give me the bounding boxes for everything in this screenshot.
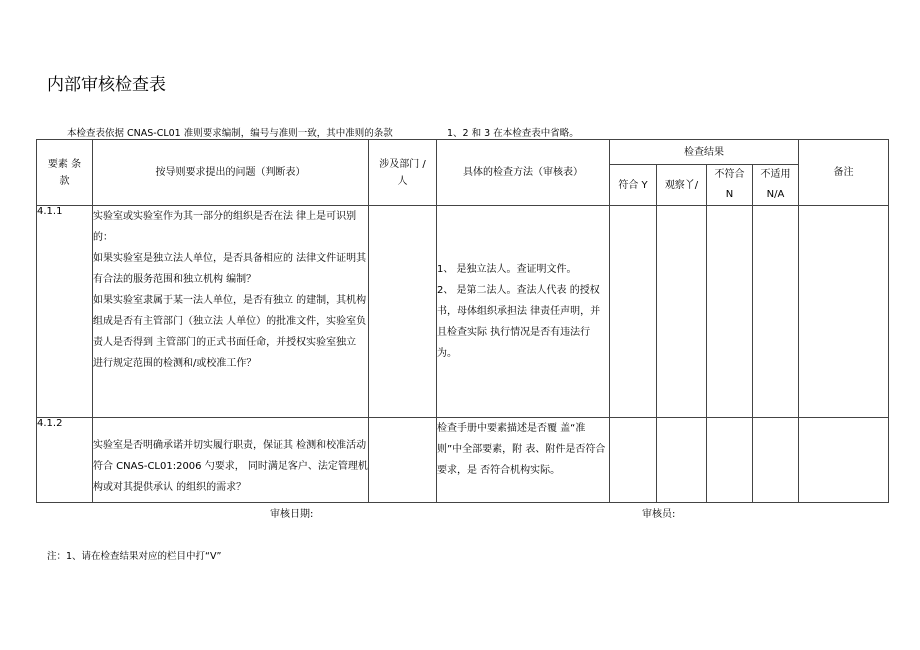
footnote: 注：1、请在检查结果对应的栏目中打“V”	[47, 551, 222, 562]
header-result-na: 不适用 N/A	[753, 165, 799, 206]
header-result: 检查结果	[610, 140, 799, 165]
row-code: 4.1.2	[37, 418, 93, 503]
result-observe-cell	[657, 418, 707, 503]
audit-date-label: 审核日期:	[270, 509, 314, 520]
header-question: 按导则要求提出的问题（判断表）	[93, 140, 369, 206]
result-na-cell	[753, 418, 799, 503]
header-result-observe: 观察丫/	[657, 165, 707, 206]
table-row	[37, 206, 889, 418]
row-method: 检查手册中要素描述是否覆 盖“准则”中全部要素，附 表、附件是否符合要求，是 否符合机构实际。	[437, 418, 610, 503]
audit-checklist-table	[36, 139, 889, 503]
header-remarks: 备注	[799, 140, 889, 206]
remarks-cell	[799, 418, 889, 503]
remarks-cell	[799, 206, 889, 418]
row-department-cell	[369, 418, 437, 503]
header-method: 具体的检查方法（审核表）	[437, 140, 610, 206]
row-method: 1、 是独立法人。查证明文件。 2、 是第二法人。查法人代表 的授权书，母体组织承担法 律责任声明，并且检查实际 执行情况是否有违法行为。	[437, 206, 610, 418]
intro-text-continued: 1、2 和 3 在本检查表中省略。	[447, 128, 579, 139]
row-question: 实验室或实验室作为其一部分的组织是否在法 律上是可识别的： 如果实验室是独立法人单位，是否具备相应的 法律文件证明其有合法的服务范围和独立机构 编制？ 如果实验室隶属于某一法人单位，是否有独立 的建制，其机构组成是否有主管部门（独立法 人单位）的批准文件，实验室负责人是否得到 主管部门的正式书面任命，并授权实验室独立 进行规定范围的检测和/或校准工作？	[93, 206, 369, 418]
auditor-label: 审核员:	[642, 509, 676, 520]
header-result-no: 不符合 N	[707, 165, 753, 206]
result-yes-cell	[610, 418, 657, 503]
intro-text: 本检查表依据 CNAS-CL01 准则要求编制，编号与准则一致，其中准则的条款	[67, 128, 393, 139]
result-observe-cell	[657, 206, 707, 418]
table-row	[37, 418, 889, 503]
header-department: 涉及部门 /人	[369, 140, 437, 206]
row-code: 4.1.1	[37, 206, 93, 418]
result-no-cell	[707, 206, 753, 418]
document-title: 内部审核检查表	[47, 75, 166, 95]
header-element-clause: 要素 条款	[37, 140, 93, 206]
result-na-cell	[753, 206, 799, 418]
row-question: 实验室是否明确承诺并切实履行职责，保证其 检测和校准活动符合 CNAS-CL01:2006 勺要求， 同时满足客户、法定管理机构或对其提供承认 的组织的需求？	[93, 418, 369, 503]
header-result-yes: 符合 Y	[610, 165, 657, 206]
result-yes-cell	[610, 206, 657, 418]
result-no-cell	[707, 418, 753, 503]
row-department-cell	[369, 206, 437, 418]
